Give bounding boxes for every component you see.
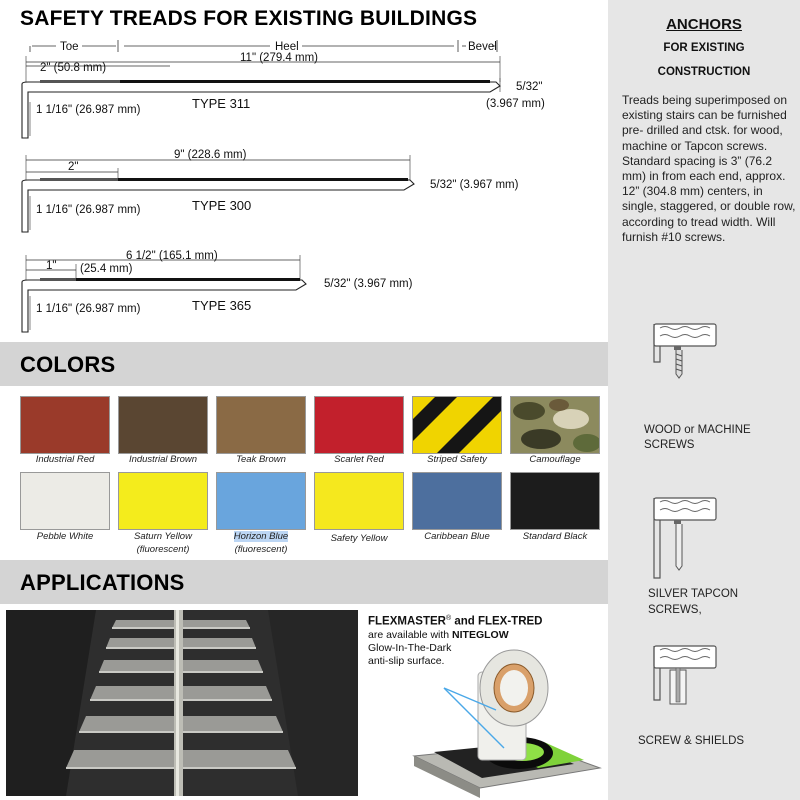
swatch-label: Standard Black — [522, 531, 588, 542]
niteglow-name: NITEGLOW — [452, 628, 509, 641]
available-with: are available with — [368, 628, 453, 641]
type-300-thickness: 5/32" (3.967 mm) — [430, 179, 519, 191]
type-365-toe-dim-a: 1" — [46, 260, 57, 272]
colors-title: COLORS — [20, 352, 116, 377]
swatch-label: Industrial Brown — [128, 454, 198, 465]
type-311-height: 1 1/16" (26.987 mm) — [36, 104, 141, 116]
type-365-label: TYPE 365 — [192, 298, 252, 313]
flexmaster-name: FLEXMASTER — [368, 615, 446, 628]
toe-label: Toe — [60, 41, 79, 53]
screw-shield-anchor-figure — [638, 640, 718, 720]
flexmaster-line3: Glow-In-The-Dark — [368, 641, 452, 654]
wood-screw-anchor-figure — [638, 318, 718, 408]
swatch-label — [211, 531, 311, 543]
tapcon-caption-b: SCREWS, — [648, 604, 702, 616]
swatch-label: Scarlet Red — [334, 454, 384, 465]
type-365-toe-dim-b: (25.4 mm) — [80, 263, 133, 275]
heel-label: Heel — [275, 41, 299, 53]
swatch-label: Striped Safety — [427, 454, 487, 465]
type-300-profile — [22, 155, 414, 232]
flexmaster-line4: anti-slip surface. — [368, 654, 445, 667]
swatch-camouflage — [510, 396, 600, 454]
type-311-length: 11" (279.4 mm) — [240, 52, 319, 64]
type-311-label: TYPE 311 — [192, 96, 251, 111]
type-365-thickness: 5/32" (3.967 mm) — [324, 278, 413, 290]
type-365-profile — [22, 255, 306, 332]
anchors-subtitle-1: FOR EXISTING — [663, 42, 745, 54]
swatch-saturn-yellow — [118, 472, 208, 530]
anchors-panel — [608, 0, 800, 800]
flex-tred-name: and FLEX-TRED — [451, 615, 543, 628]
swatch-industrial-red — [20, 396, 110, 454]
striped-safety-pattern — [413, 397, 502, 454]
page-title: SAFETY TREADS FOR EXISTING BUILDINGS — [20, 7, 478, 30]
swatch-label: Saturn Yellow — [134, 531, 192, 542]
swatch-caribbean-blue — [412, 472, 502, 530]
type-365-height: 1 1/16" (26.987 mm) — [36, 303, 141, 315]
swatch-label: Teak Brown — [236, 454, 286, 465]
applications-title: APPLICATIONS — [20, 570, 185, 595]
swatch-label: Pebble White — [36, 531, 94, 542]
stairs-illustration — [6, 610, 358, 796]
camouflage-pattern — [511, 397, 600, 454]
swatch-safety-yellow — [314, 472, 404, 530]
wood-screw-caption-b: SCREWS — [644, 439, 695, 451]
niteglow-tape-illustration — [404, 648, 604, 798]
swatch-label: Safety Yellow — [330, 533, 388, 544]
swatch-pebble-white — [20, 472, 110, 530]
stairs-photo — [6, 610, 358, 796]
flexmaster-line1 — [368, 612, 598, 629]
anchors-subtitle-2: CONSTRUCTION — [657, 66, 751, 78]
swatch-standard-black — [510, 472, 600, 530]
screw-shield-caption: SCREW & SHIELDS — [638, 735, 745, 747]
type-311-thickness-a: 5/32" — [516, 81, 543, 93]
type-300-height: 1 1/16" (26.987 mm) — [36, 204, 141, 216]
type-311-toe-dim: 2" (50.8 mm) — [40, 62, 107, 74]
type-300-label: TYPE 300 — [192, 198, 252, 213]
registered-mark: ® — [445, 615, 452, 622]
swatch-sublabel: (fluorescent) — [136, 544, 190, 555]
anchors-description: Treads being superimposed on existing stairs can be furnished pre- drilled and ctsk. for wood, machine or Tapcon screws. Standard spacing is 3” (76.2 mm) in from each end, approx. 12” (304.8 mm) centers, in single, staggered, or double row, according to tread width. Will furnish #10 screws. — [622, 93, 796, 244]
swatch-striped-safety — [412, 396, 502, 454]
type-300-toe-dim: 2" — [68, 161, 79, 173]
swatch-teak-brown — [216, 396, 306, 454]
type-311-thickness-b: (3.967 mm) — [486, 98, 545, 110]
swatch-horizon-blue — [216, 472, 306, 530]
swatch-label: Camouflage — [529, 454, 581, 465]
tapcon-caption-a: SILVER TAPCON — [648, 588, 739, 600]
bevel-label: Bevel — [468, 41, 497, 53]
flexmaster-line2 — [368, 629, 598, 642]
horizon-blue-highlight: Horizon Blue — [233, 531, 289, 542]
swatch-scarlet-red — [314, 396, 404, 454]
swatch-sublabel: (fluorescent) — [234, 544, 288, 555]
type-365-length: 6 1/2" (165.1 mm) — [126, 250, 218, 262]
swatch-label: Industrial Red — [35, 454, 95, 465]
wood-screw-caption-a: WOOD or MACHINE — [644, 424, 751, 436]
swatch-industrial-brown — [118, 396, 208, 454]
header-dimension-line — [30, 40, 497, 52]
swatch-label: Caribbean Blue — [424, 531, 490, 542]
tapcon-anchor-figure — [638, 492, 718, 588]
anchors-title: ANCHORS — [666, 16, 742, 33]
type-300-length: 9" (228.6 mm) — [174, 149, 247, 161]
tread-profiles-diagram — [0, 0, 608, 340]
